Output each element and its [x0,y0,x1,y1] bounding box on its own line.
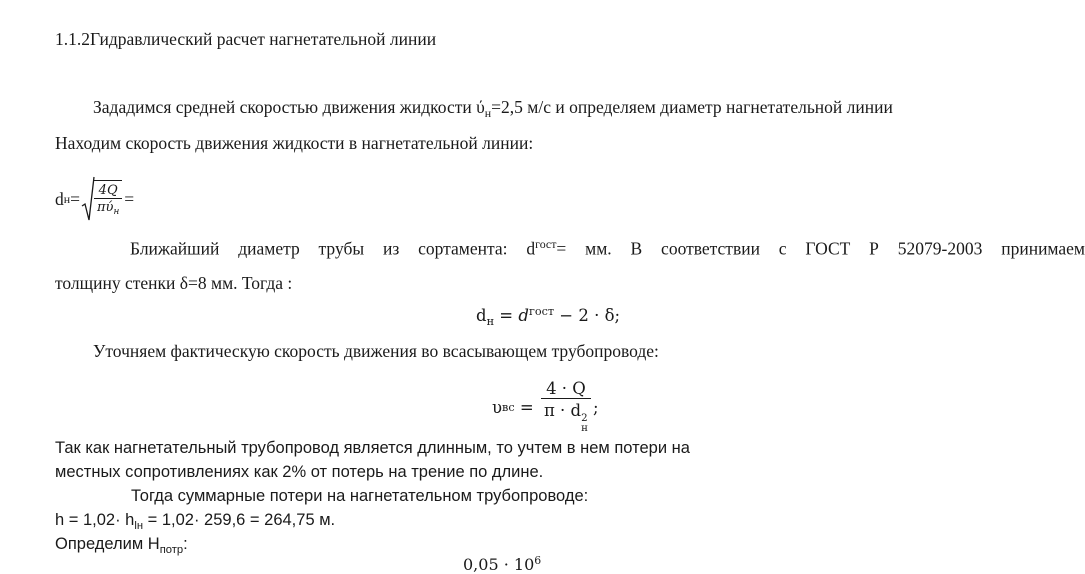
text-part-a: Ближайший диаметр трубы из сортамента: d [130,238,536,259]
paragraph-find-velocity: Находим скорость движения жидкости в нагнетательной линии: [55,133,534,153]
formula-eq: = [514,397,539,417]
numerator-sup: 6 [534,554,542,567]
paragraph-determine-h [55,535,188,556]
formula-eq: = [70,188,80,209]
formula-dn [476,305,620,328]
formula-h-losses [55,511,335,532]
formula-lhs-sub: н [486,315,495,329]
text-part-b: = мм. В соответствии с ГОСТ Р 52079-2003 принимаем [556,238,1085,259]
denominator-sub: н [581,423,588,435]
h-subscript: lн [134,519,144,532]
denominator-text: πύ [97,200,114,216]
formula-velocity [492,379,599,435]
text-part-b: : [183,535,188,553]
formula-lhs: d [55,188,64,209]
velocity-symbol: ύ [476,97,485,117]
numerator-text: 0,05 · 10 [463,554,535,574]
formula-d-sup: гост [528,305,555,318]
fraction-denominator [541,398,591,434]
paragraph-local-resistance: местных сопротивлениях как 2% от потерь на трение по длине. [55,463,544,481]
formula-d: d [518,306,529,326]
text-before: Зададимся средней скоростью движения жидкости [93,97,477,117]
fraction-numerator: 4 · Q [546,379,586,399]
text-part-a: Определим H [55,535,160,553]
formula-trail: = [124,188,135,209]
fraction-numerator: 4Q [98,183,118,199]
text-after: =2,5 м/с и определяем диаметр нагнетательной линии [491,97,893,117]
paragraph-refine-velocity: Уточняем фактическую скорость движения во всасывающем трубопроводе: [93,341,659,361]
velocity-subscript: н [484,106,492,121]
fraction-denominator [94,198,122,217]
text-part-b: = 1,02· 259,6 = 264,75 м. [143,511,336,529]
paragraph-wall-thickness: толщину стенки δ=8 мм. Тогда : [55,273,293,293]
denominator-indices [581,414,588,434]
h-subscript: потр [159,543,184,556]
denominator-sup: 2 [581,413,588,425]
velocity-fraction [541,379,591,434]
sqrt-radical-icon [81,176,95,222]
formula-lhs: d [476,306,487,326]
gost-superscript: гост [535,237,557,251]
paragraph-long-pipeline: Так как нагнетательный трубопровод является длинным, то учтем в нем потери на [55,439,690,457]
paragraph-nearest-diameter [55,237,1085,260]
text-part-a: h = 1,02· h [55,511,135,529]
paragraph-velocity [93,97,893,121]
formula-rest: − 2 · δ; [554,306,621,326]
formula-diameter [55,176,134,222]
formula-eq: = [494,306,519,326]
paragraph-total-losses: Тогда суммарные потери на нагнетательном трубопроводе: [131,487,589,505]
denominator-sub: н [113,207,120,218]
formula-lhs-sub: вс [502,400,515,414]
formula-lhs: υ [492,397,503,417]
formula-bottom-numerator [463,554,541,574]
formula-lhs-sub: н [63,191,71,206]
sqrt-fraction [94,180,122,217]
denominator-text: π · d [543,401,582,421]
section-heading: 1.1.2Гидравлический расчет нагнетательной линии [55,29,437,49]
formula-trail: ; [592,397,599,417]
